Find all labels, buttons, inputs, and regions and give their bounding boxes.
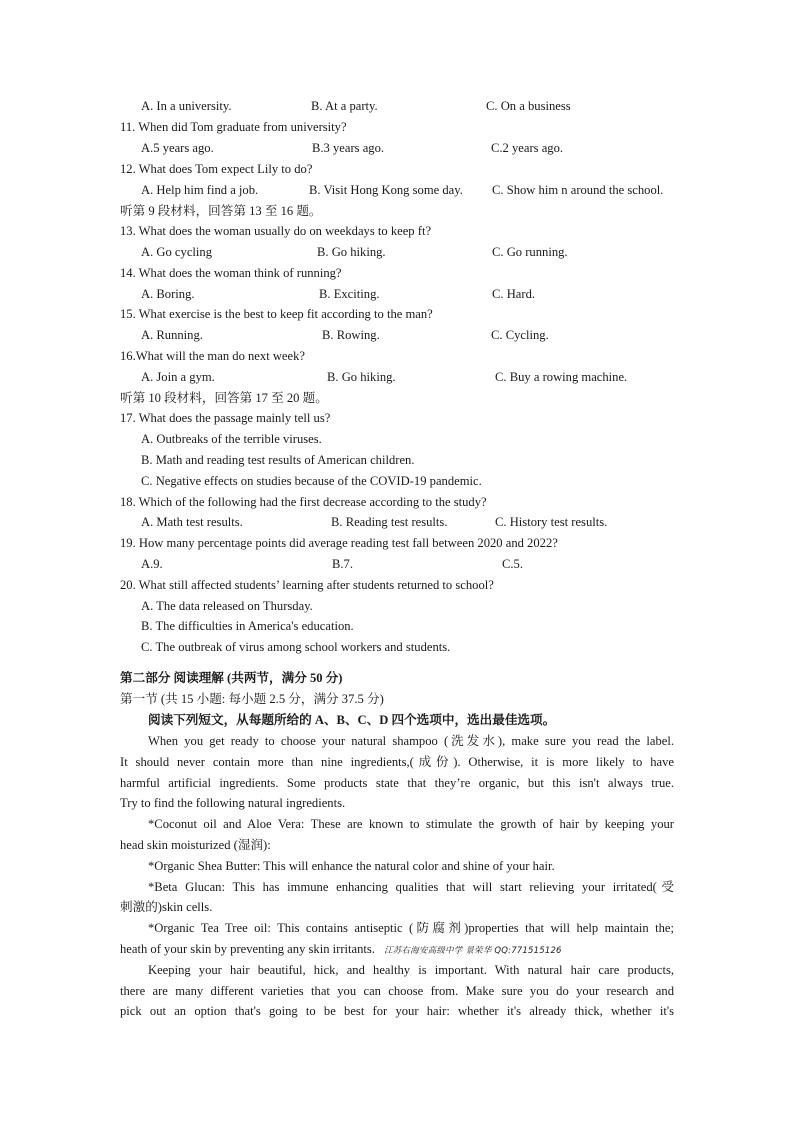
passage-line: head skin moisturized (湿润): bbox=[120, 838, 271, 852]
q17-option-a: A. Outbreaks of the terrible viruses. bbox=[141, 432, 322, 446]
q11-option-c: C.2 years ago. bbox=[491, 141, 564, 155]
passage-text: heath of your skin by preventing any skin irritants. bbox=[120, 942, 375, 956]
q16-option-a: A. Join a gym. bbox=[141, 370, 215, 384]
q19-option-a: A.9. bbox=[141, 557, 163, 571]
q10-option-a: A. In a university. bbox=[141, 99, 232, 113]
passage-line: pick out an option that's going to be best for your hair: whether it's already thick, whether it's bbox=[120, 1004, 674, 1018]
q19-option-c: C.5. bbox=[502, 557, 523, 571]
passage-line: It should never contain more than nine ingredients,(成份). Otherwise, it is more likely to have bbox=[120, 755, 674, 769]
q11-question: 11. When did Tom graduate from university? bbox=[120, 120, 347, 134]
q13-question: 13. What does the woman usually do on weekdays to keep ft? bbox=[120, 224, 432, 238]
q13-option-c: C. Go running. bbox=[492, 245, 568, 259]
q18-option-c: C. History test results. bbox=[495, 515, 608, 529]
q12-option-a: A. Help him find a job. bbox=[141, 183, 259, 197]
passage-line: Try to find the following natural ingredients. bbox=[120, 796, 346, 810]
q19-option-b: B.7. bbox=[332, 557, 353, 571]
section-10-heading: 听第 10 段材料，回答第 17 至 20 题。 bbox=[120, 391, 328, 405]
q20-option-a: A. The data released on Thursday. bbox=[141, 599, 313, 613]
passage-line: 刺激的)skin cells. bbox=[120, 900, 213, 914]
passage-line: harmful artificial ingredients. Some products state that they’re organic, but this isn't always true. bbox=[120, 776, 674, 790]
q11-option-a: A.5 years ago. bbox=[141, 141, 214, 155]
q12-option-b: B. Visit Hong Kong some day. bbox=[309, 183, 463, 197]
q16-option-b: B. Go hiking. bbox=[327, 370, 396, 384]
passage-line: *Coconut oil and Aloe Vera: These are known to stimulate the growth of hair by keeping your bbox=[148, 817, 674, 831]
q20-option-c: C. The outbreak of virus among school workers and students. bbox=[141, 640, 451, 654]
passage-line: Keeping your hair beautiful, hick, and healthy is important. With natural hair care products, bbox=[148, 963, 674, 977]
passage-line: there are many different varieties that you can choose from. Make sure you do your research and bbox=[120, 984, 674, 998]
part-2-heading: 第二部分 阅读理解 (共两节，满分 50 分) bbox=[120, 671, 343, 685]
q10-option-b: B. At a party. bbox=[311, 99, 378, 113]
q17-option-c: C. Negative effects on studies because of the COVID-19 pandemic. bbox=[141, 474, 482, 488]
q12-option-c: C. Show him n around the school. bbox=[492, 183, 664, 197]
q18-option-a: A. Math test results. bbox=[141, 515, 243, 529]
q17-question: 17. What does the passage mainly tell us? bbox=[120, 411, 331, 425]
q10-option-c: C. On a business bbox=[486, 99, 571, 113]
passage-line: When you get ready to choose your natural shampoo (洗发水), make sure you read the label. bbox=[148, 734, 674, 748]
passage-line: *Organic Tea Tree oil: This contains antiseptic (防腐剂)properties that will help maintain the; bbox=[148, 921, 674, 935]
passage-line: *Organic Shea Butter: This will enhance the natural color and shine of your hair. bbox=[148, 859, 555, 873]
q18-question: 18. Which of the following had the first decrease according to the study? bbox=[120, 495, 487, 509]
section-1-heading: 第一节 (共 15 小题: 每小题 2.5 分，满分 37.5 分) bbox=[120, 692, 384, 706]
q14-option-b: B. Exciting. bbox=[319, 287, 380, 301]
q14-question: 14. What does the woman think of running? bbox=[120, 266, 342, 280]
q15-option-c: C. Cycling. bbox=[491, 328, 549, 342]
q12-question: 12. What does Tom expect Lily to do? bbox=[120, 162, 313, 176]
q15-option-b: B. Rowing. bbox=[322, 328, 380, 342]
q17-option-b: B. Math and reading test results of American children. bbox=[141, 453, 415, 467]
q15-option-a: A. Running. bbox=[141, 328, 203, 342]
q14-option-c: C. Hard. bbox=[492, 287, 536, 301]
q16-option-c: C. Buy a rowing machine. bbox=[495, 370, 628, 384]
passage-line: *Beta Glucan: This has immune enhancing qualities that will start relieving your irritated(受 bbox=[148, 880, 674, 894]
q15-question: 15. What exercise is the best to keep fit according to the man? bbox=[120, 307, 433, 321]
q18-option-b: B. Reading test results. bbox=[331, 515, 448, 529]
q13-option-b: B. Go hiking. bbox=[317, 245, 386, 259]
q16-question: 16.What will the man do next week? bbox=[120, 349, 306, 363]
q14-option-a: A. Boring. bbox=[141, 287, 195, 301]
section-9-heading: 听第 9 段材料，回答第 13 至 16 题。 bbox=[120, 204, 322, 218]
q20-option-b: B. The difficulties in America's education. bbox=[141, 619, 354, 633]
q11-option-b: B.3 years ago. bbox=[312, 141, 385, 155]
q20-question: 20. What still affected students’ learning after students returned to school? bbox=[120, 578, 494, 592]
reading-instruction: 阅读下列短文，从每题所给的 A、B、C、D 四个选项中，选出最佳选项。 bbox=[148, 713, 556, 727]
q13-option-a: A. Go cycling bbox=[141, 245, 212, 259]
q19-question: 19. How many percentage points did average reading test fall between 2020 and 2022? bbox=[120, 536, 558, 550]
watermark-stamp: 江苏右海安高级中学 景荣华 QQ:771515126 bbox=[384, 946, 562, 956]
passage-line-with-stamp bbox=[120, 941, 680, 959]
